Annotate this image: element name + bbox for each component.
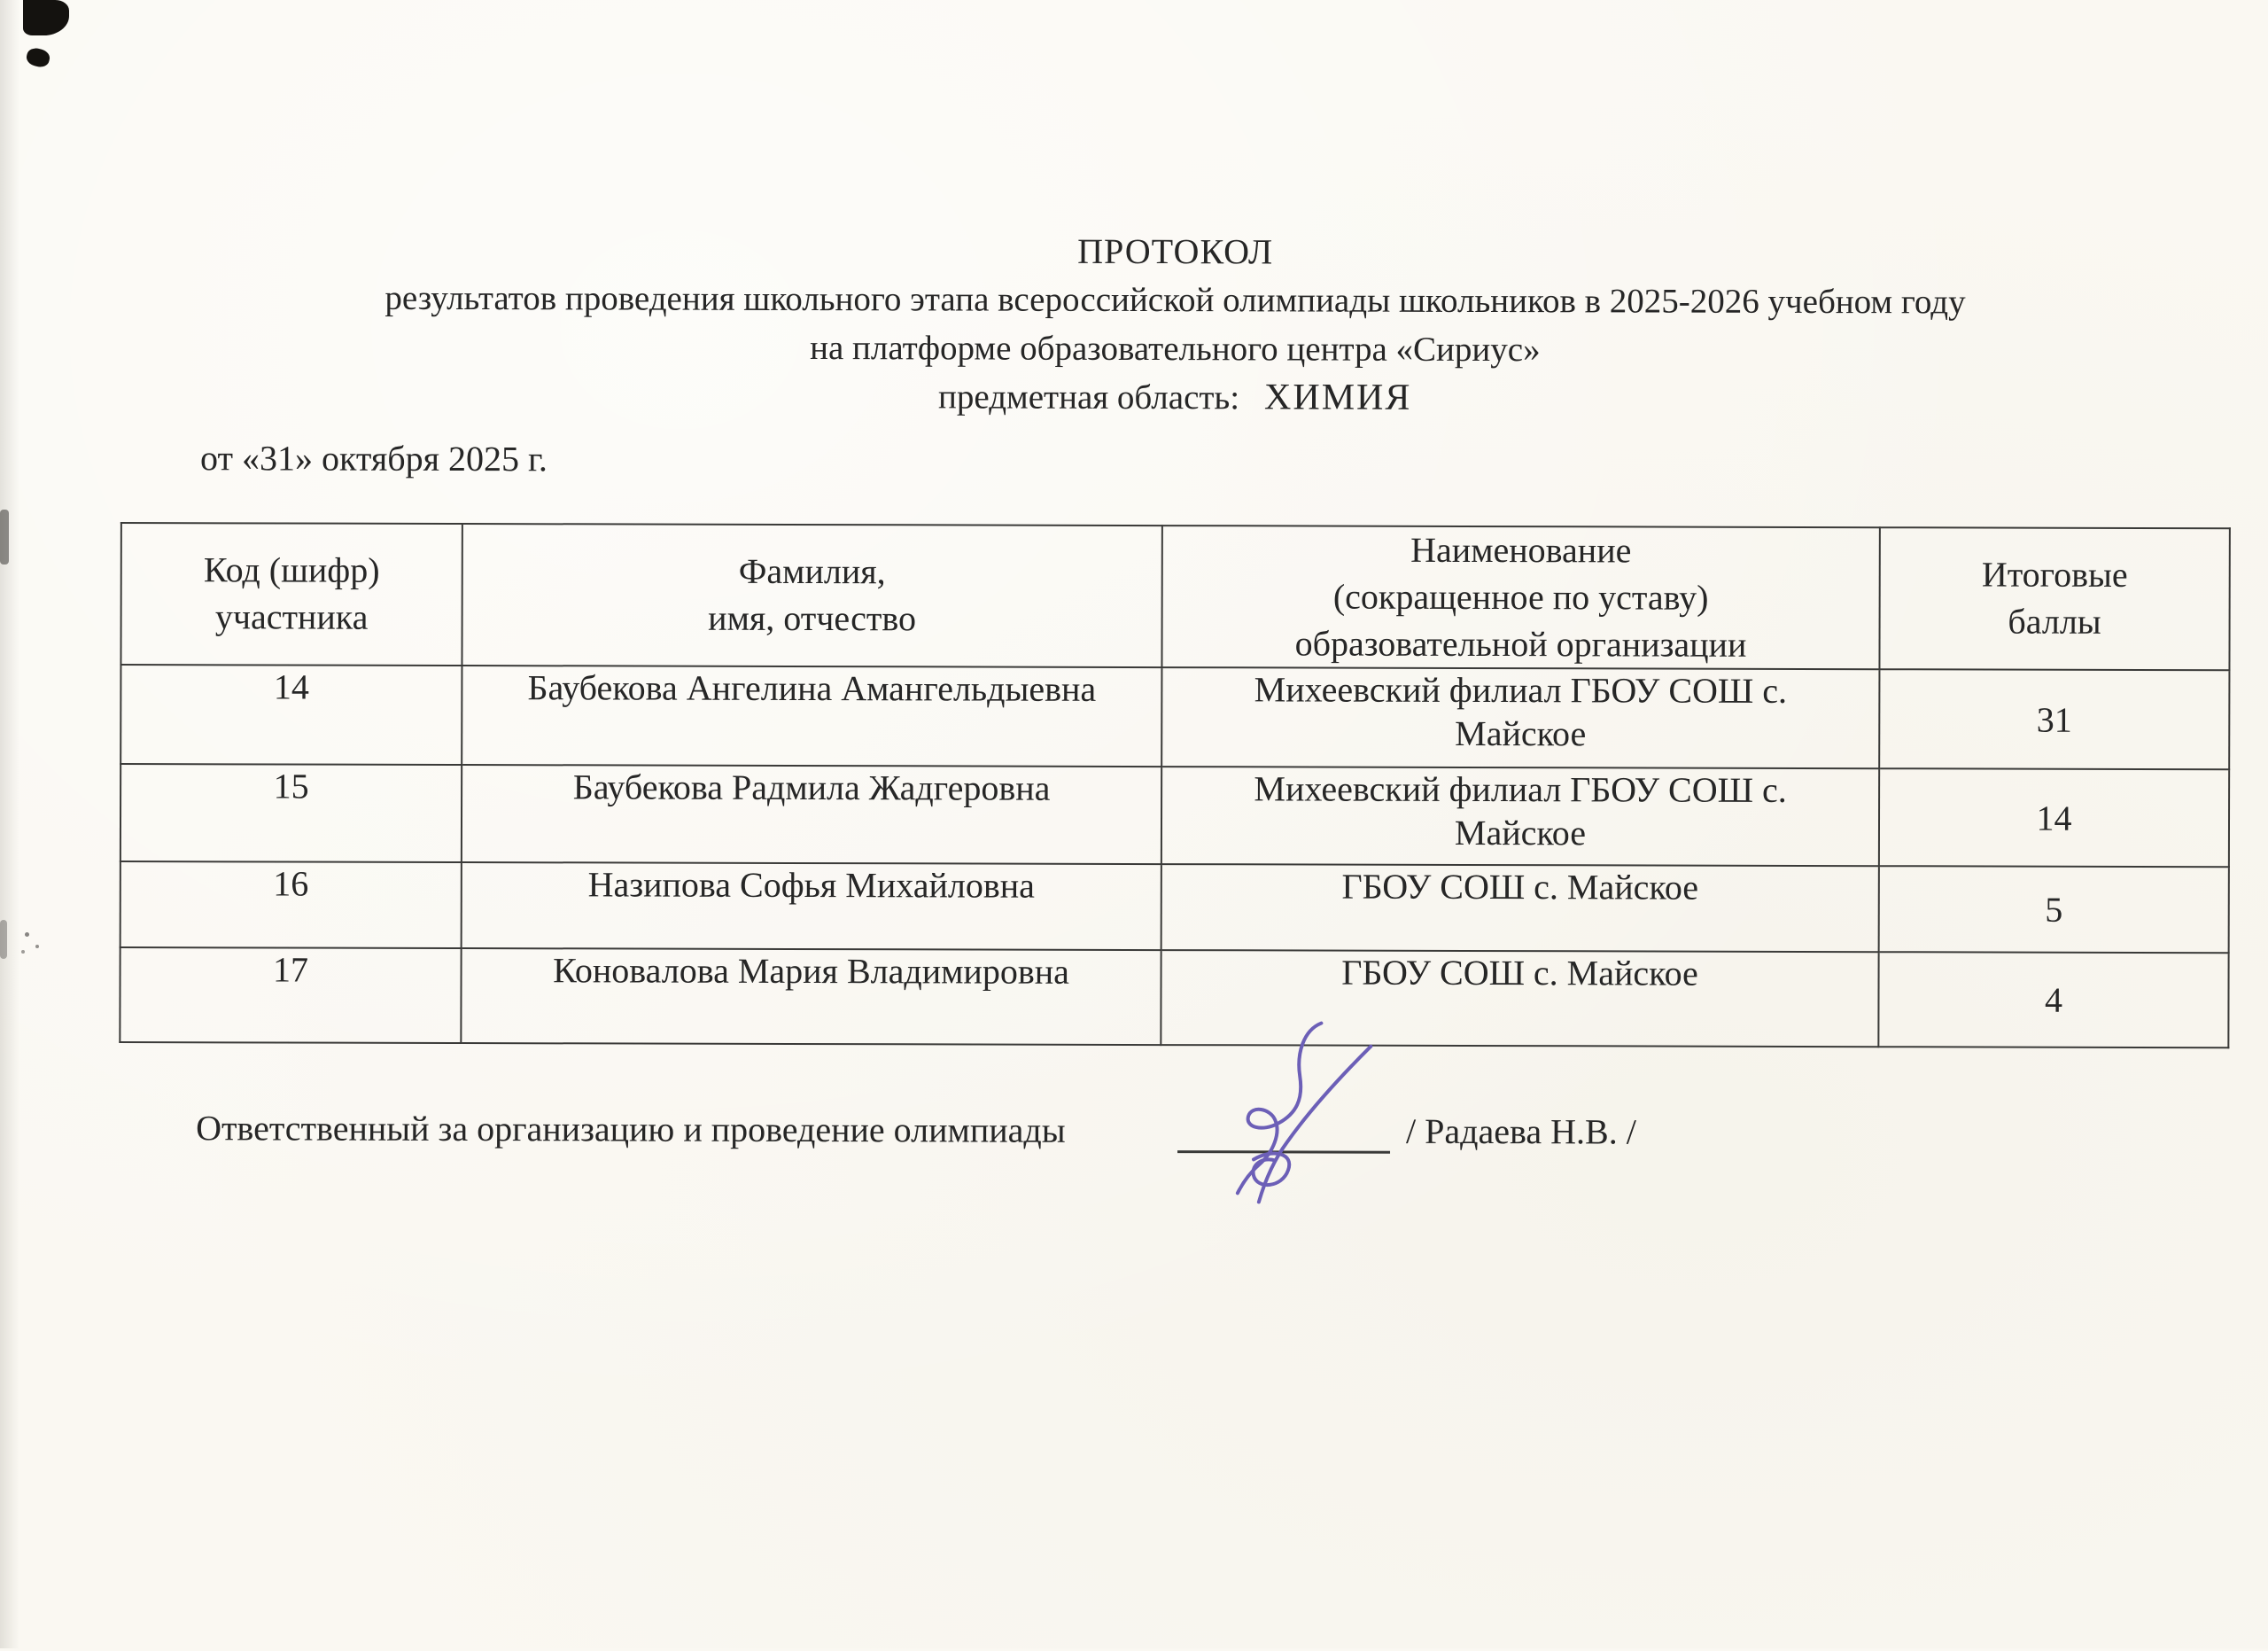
document-date: от «31» октября 2025 г. [200,438,548,479]
document-subtitle-line1: результатов проведения школьного этапа всероссийской олимпиады школьников в 2025-2026 учебном году [384,278,1966,322]
subject-line [120,370,2229,424]
subject-label: предметная область: [938,378,1240,417]
column-header-score: Итоговые баллы [1879,527,2229,670]
signatory-name: / Радаева Н.В. / [1406,1110,1636,1152]
column-header-name: Фамилия, имя, отчество [462,524,1161,667]
organization-name: Михеевский филиал ГБОУ СОШ с. Майское [1161,767,1879,866]
document-title: ПРОТОКОЛ [1077,230,1274,272]
organization-name: ГБОУ СОШ с. Майское [1161,864,1879,952]
participant-code: 14 [120,665,462,765]
table-row [120,665,2229,769]
handwritten-signature [1222,1017,1400,1213]
participant-code: 15 [120,764,462,862]
subject-value: ХИМИЯ [1264,377,1412,418]
document-subtitle-line2: на платформе образовательного центра «Сириус» [810,329,1541,370]
table-header-row [120,523,2229,671]
organization-name: Михеевский филиал ГБОУ СОШ с. Майское [1161,667,1879,768]
organization-name: ГБОУ СОШ с. Майское [1161,950,1878,1047]
document-header [120,224,2230,424]
participant-name: Баубекова Ангелина Амангельдыевна [462,666,1161,767]
score-value: 4 [1878,953,2228,1048]
participant-name: Баубекова Радмила Жадгеровна [462,765,1161,864]
participant-code: 16 [120,861,462,948]
table-row [120,947,2228,1047]
column-header-organization: Наименование (сокращенное по уставу) образовательной организации [1161,526,1879,670]
results-table [119,522,2231,1049]
table-row [120,861,2229,953]
score-value: 31 [1879,670,2229,770]
participant-code: 17 [120,947,461,1043]
column-header-code: Код (шифр) участника [120,523,462,666]
score-value: 14 [1879,769,2229,868]
participant-name: Коновалова Мария Владимировна [461,948,1161,1045]
participant-name: Назипова Софья Михайловна [462,862,1161,950]
score-value: 5 [1879,867,2229,954]
responsible-label: Ответственный за организацию и проведение олимпиады [196,1108,1066,1150]
table-row [120,764,2229,867]
